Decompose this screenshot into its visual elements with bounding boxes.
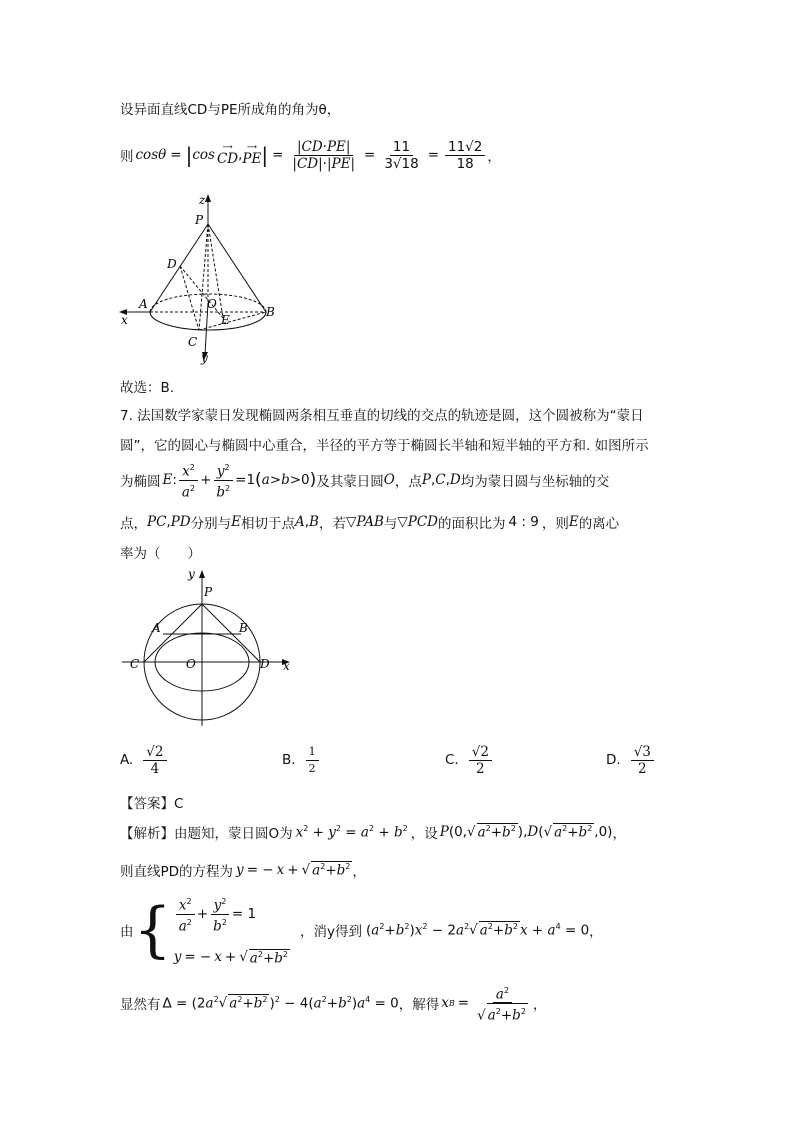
label-y: y <box>201 351 208 365</box>
label-y: y <box>188 567 195 581</box>
analysis-line-4: 显然有 $\Delta = (2a^2$ √ $a^2+b^2$ )$^2 - 4(a^2+b^2)a^4 = 0$ ，解得 x B = $\frac{a^2}{√ a^2+b^2}$ ， <box>120 980 546 1026</box>
label-O: O <box>186 657 196 671</box>
label-P: P <box>204 585 213 599</box>
label-D: D <box>167 257 177 271</box>
q7-stem-line-4: 点， PC , PD 分别与 E 相切于点 A , B ，若 ▽ PAB 与 ▽ PCD 的面积比为 4 : 9 ，则 E 的离心 <box>120 514 620 532</box>
prev-answer: 故选：B. <box>120 380 175 396</box>
option-b[interactable]: B. $\frac{1}{2}$ <box>282 738 321 782</box>
label-D: D <box>260 657 270 671</box>
analysis-line-1: 【解析】 由题知，蒙日圆O为 $x^2 + y^2 = a^2 + b^2$ ，设 P (0, √ $a^2+b^2$ ), D ( √ $a^2+b^2$ ,0) ， <box>120 823 626 842</box>
label-P: P <box>195 213 204 227</box>
option-d[interactable]: D. $\frac{√3}{2}$ <box>606 738 656 782</box>
label-B: B <box>266 305 275 319</box>
analysis-line-2: 则直线PD的方程为 y = − x + √ $a^2+b^2$ ， <box>120 862 366 880</box>
label-B: B <box>239 621 248 635</box>
label-x: x <box>283 659 290 673</box>
label-C: C <box>130 657 140 671</box>
prev-line-1: 设异面直线CD与PE所成角的角为θ， <box>120 102 341 118</box>
q7-stem-line-2: 圆”，它的圆心与椭圆中心重合，半径的平方等于椭圆长半轴和短半轴的平方和. 如图所示 <box>120 438 649 454</box>
q7-stem-line-1: 7. 法国数学家蒙日发现椭圆两条相互垂直的切线的交点的轨迹是圆，这个圆被称为“蒙日 <box>120 408 644 424</box>
label-A: A <box>152 621 161 635</box>
label-A: A <box>139 297 148 311</box>
label-E: E <box>221 313 230 327</box>
q7-options <box>120 738 680 782</box>
label-z: z <box>199 193 206 207</box>
prev-cos-formula: 则 cos θ = | cos ⟶ CD , ⟶ PE | = $\frac{|CD\cdot PE|}{|CD|\cdot|PE|}$ = $\frac{11}{3√18}$ = $\frac{11√2}{18}$ ， <box>120 138 501 172</box>
cone-figure <box>115 190 285 365</box>
q7-stem-line-3: 为椭圆 E : $\frac{x^2}{a^2}$ + $\frac{y^2}{b^2}$ =1 ( a > b >0 ) 及其蒙日圆 O ，点 P , C , D 均为蒙日圆与坐标轴的交 <box>120 460 609 500</box>
q7-stem-line-5: 率为（ ） <box>120 546 201 562</box>
option-a[interactable]: A. $\frac{√2}{4}$ <box>120 738 169 782</box>
option-c[interactable]: C. $\frac{√2}{2}$ <box>445 738 494 782</box>
label-C: C <box>188 335 198 349</box>
label-x: x <box>121 313 128 327</box>
analysis-line-3: 由 { $\frac{x^2}{a^2}$ + $\frac{y^2}{b^2}$ = 1 y = − x + √ $a^2+b^2$ ，消y得到 $(a^2+b^2)x^2 - 2a^2$ √ $a^2+b^2$ $x + a^4 = 0$ ， <box>120 895 603 966</box>
label-O: O <box>207 297 217 311</box>
monge-figure <box>118 566 298 728</box>
q7-answer: 【答案】C <box>120 796 184 812</box>
